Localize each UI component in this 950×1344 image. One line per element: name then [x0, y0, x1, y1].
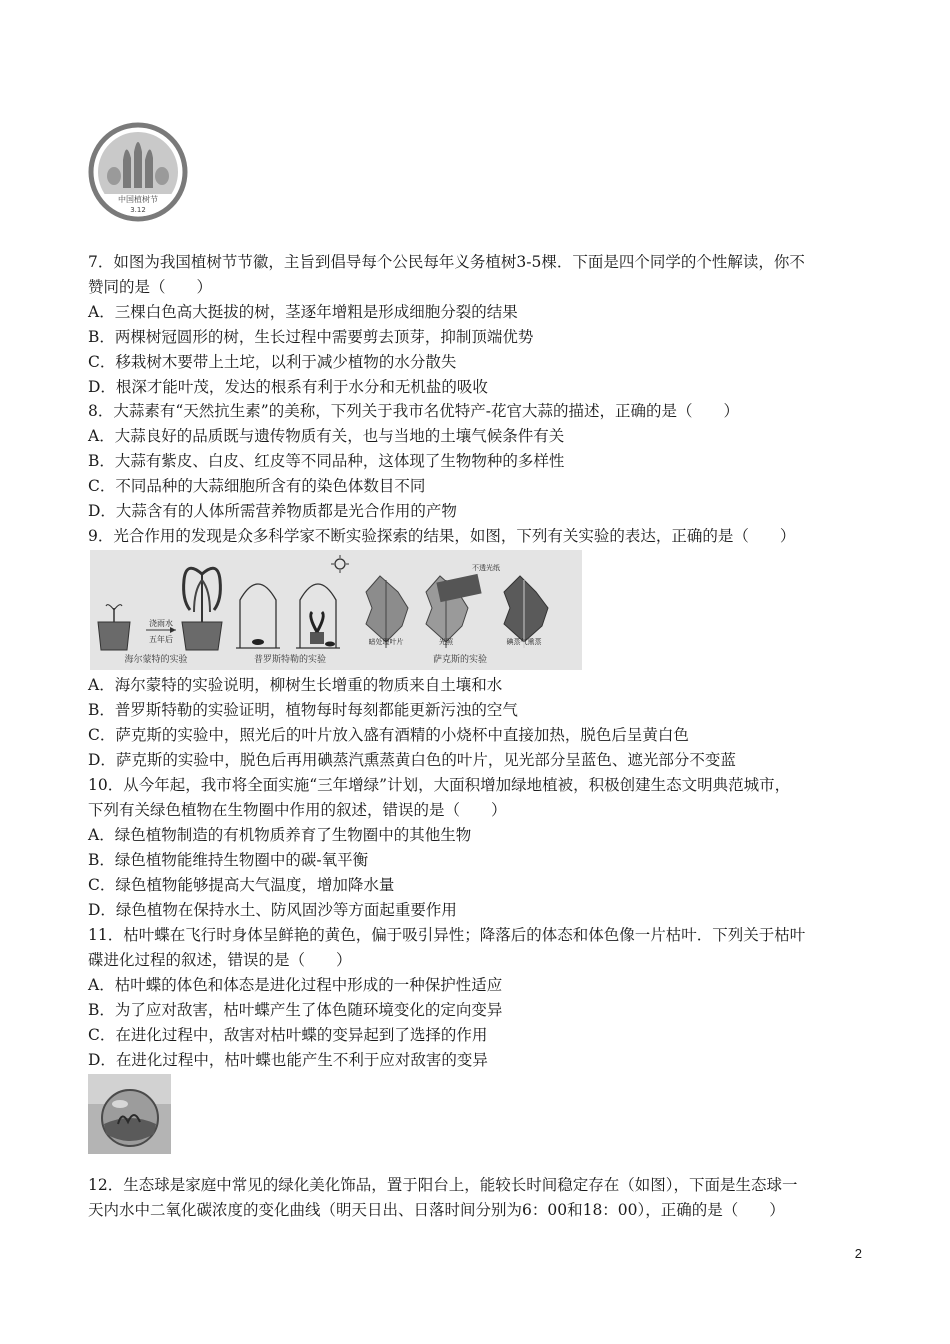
leaf-label-3: 碘蒸气熏蒸	[506, 638, 542, 646]
q11-option-b: B．为了应对敌害，枯叶蝶产生了体色随环境变化的定向变异	[88, 1001, 503, 1019]
q11-option-c: C．在进化过程中，敌害对枯叶蝶的变异起到了选择的作用	[88, 1026, 488, 1044]
q12-stem: 12．生态球是家庭中常见的绿化美化饰品，置于阳台上，能较长时间稳定存在（如图），下面是生态球一	[88, 1176, 798, 1194]
q9-option-a: A．海尔蒙特的实验说明，柳树生长增重的物质来自土壤和水	[88, 676, 503, 694]
q7-option-c: C．移栽树木要带上土坨，以利于减少植物的水分散失	[88, 353, 457, 371]
arbor-day-logo	[88, 122, 188, 222]
sachs-caption: 萨克斯的实验	[432, 655, 488, 665]
leaf-label-1: 暗处理叶片	[368, 638, 404, 646]
q9-option-d: D．萨克斯的实验中，脱色后再用碘蒸汽熏蒸黄白色的叶片，见光部分呈蓝色、遮光部分不变蓝	[88, 751, 736, 769]
q8-option-b: B．大蒜有紫皮、白皮、红皮等不同品种，这体现了生物物种的多样性	[88, 452, 565, 470]
q10-option-d: D．绿色植物在保持水土、防风固沙等方面起重要作用	[88, 901, 457, 919]
q11-stem-cont: 碟进化过程的叙述，错误的是（ ）	[88, 951, 352, 969]
q11-option-d: D．在进化过程中，枯叶蝶也能产生不利于应对敌害的变异	[88, 1051, 488, 1069]
years-label: 五年后	[149, 635, 173, 644]
page-number: 2	[854, 1246, 862, 1261]
q10-stem: 10．从今年起，我市将全面实施“三年增绿”计划，大面积增加绿地植被，积极创建生态文明典范城市，	[88, 776, 791, 794]
q7-stem-cont: 赞同的是（ ）	[88, 278, 213, 296]
leaf-label-2: 光照	[439, 638, 453, 646]
q11-stem: 11．枯叶蝶在飞行时身体呈鲜艳的黄色，偏于吸引异性；降落后的体态和体色像一片枯叶．下列关于枯叶	[88, 926, 806, 944]
q11-option-a: A．枯叶蝶的体色和体态是进化过程中形成的一种保护性适应	[88, 976, 503, 994]
q9-option-c: C．萨克斯的实验中，照光后的叶片放入盛有酒精的小烧杯中直接加热，脱色后呈黄白色	[88, 726, 689, 744]
q8-option-c: C．不同品种的大蒜细胞所含有的染色体数目不同	[88, 477, 426, 495]
q10-stem-cont: 下列有关绿色植物在生物圈中作用的叙述，错误的是（ ）	[88, 801, 507, 819]
ecosphere-photo	[88, 1074, 171, 1154]
q7-option-d: D．根深才能叶茂，发达的根系有利于水分和无机盐的吸收	[88, 378, 488, 396]
photosynthesis-experiments-figure	[90, 550, 582, 670]
q8-option-d: D．大蒜含有的人体所需营养物质都是光合作用的产物	[88, 502, 457, 520]
q10-option-c: C．绿色植物能够提高大气温度，增加降水量	[88, 876, 395, 894]
logo-caption: 中国植树节	[118, 195, 158, 204]
q9-stem: 9．光合作用的发现是众多科学家不断实验探索的结果，如图，下列有关实验的表达，正确的是（ ）	[88, 527, 796, 545]
q9-option-b: B．普罗斯特勒的实验证明，植物每时每刻都能更新污浊的空气	[88, 701, 518, 719]
q10-option-b: B．绿色植物能维持生物圈中的碳-氧平衡	[88, 851, 369, 869]
priestley-caption: 普罗斯特勒的实验	[253, 655, 327, 665]
q7-option-b: B．两棵树冠圆形的树，生长过程中需要剪去顶芽，抑制顶端优势	[88, 328, 534, 346]
q10-option-a: A．绿色植物制造的有机物质养育了生物圈中的其他生物	[88, 826, 472, 844]
q7-option-a: A．三棵白色高大挺拔的树，茎逐年增粗是形成细胞分裂的结果	[88, 303, 518, 321]
logo-date: 3.12	[130, 206, 146, 214]
q12-stem-cont: 天内水中二氧化碳浓度的变化曲线（明天日出、日落时间分别为6：00和18：00），正确的是（ ）	[88, 1201, 785, 1219]
q8-option-a: A．大蒜良好的品质既与遗传物质有关，也与当地的土壤气候条件有关	[88, 427, 565, 445]
helmont-caption: 海尔蒙特的实验	[124, 655, 188, 665]
water-label: 浇雨水	[149, 619, 173, 628]
cover-label: 不透光纸	[472, 564, 500, 572]
q7-stem: 7．如图为我国植树节节徽，主旨到倡导每个公民每年义务植树3-5棵．下面是四个同学的个性解读，你不	[88, 253, 805, 271]
q8-stem: 8．大蒜素有“天然抗生素”的美称，下列关于我市名优特产-花官大蒜的描述，正确的是（ ）	[88, 402, 739, 420]
